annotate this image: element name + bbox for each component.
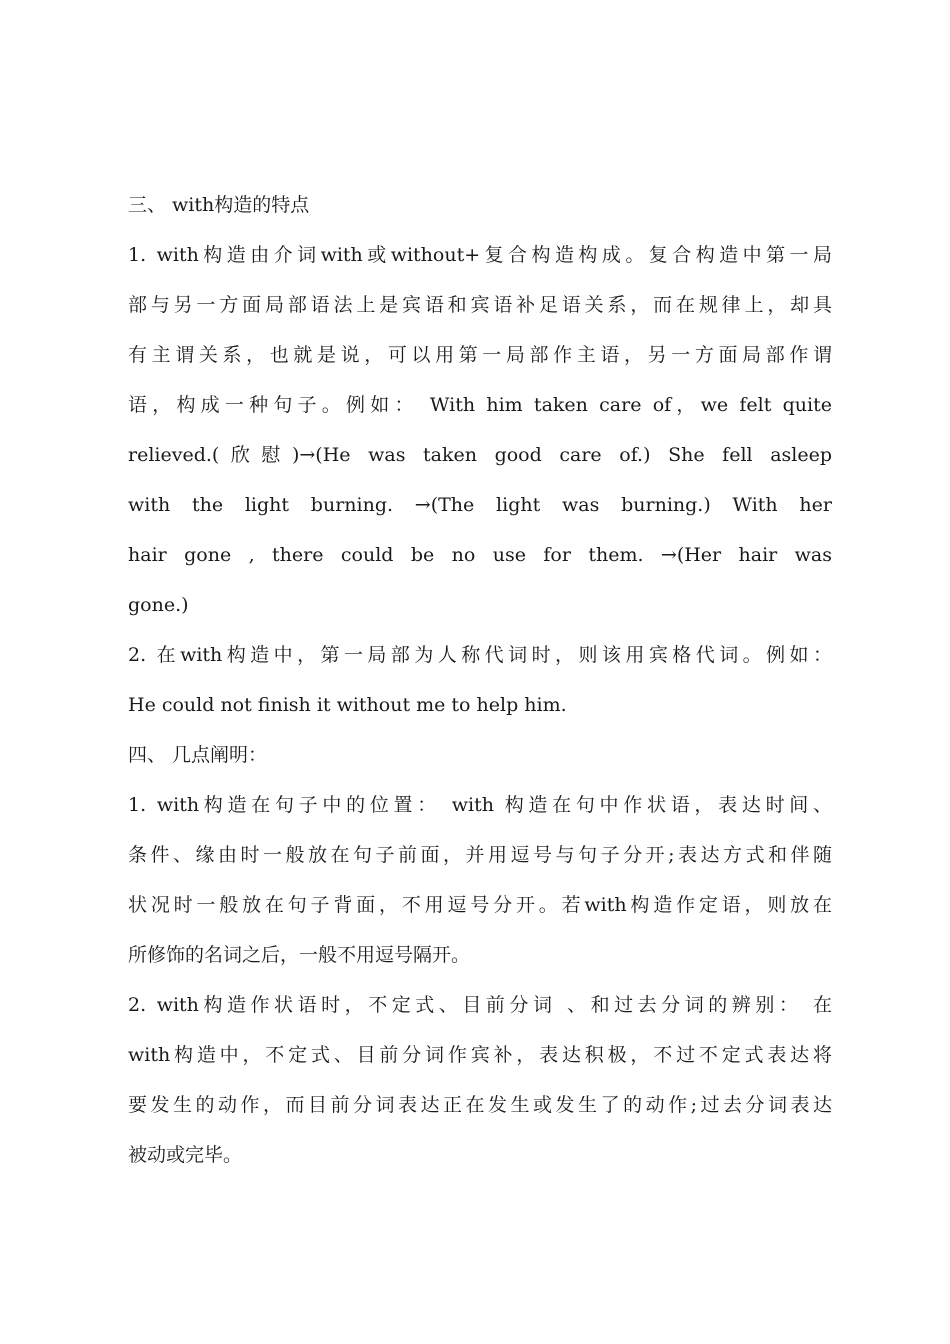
paragraph-3-line-1: 1. with构造在句子中的位置： with 构造在句中作状语，表达时间、 — [128, 794, 832, 816]
paragraph-1-line-8: gone.) — [128, 594, 189, 616]
paragraph-1-line-7: hair gone , there could be no use for them. →(Her hair was — [128, 544, 832, 566]
paragraph-1-line-4: 语，构成一种句子。例如： With him taken care of，we felt quite — [128, 394, 832, 416]
paragraph-1-line-1: 1. with构造由介词with或without+复合构造构成。复合构造中第一局 — [128, 244, 832, 266]
section-heading-3: 三、 with构造的特点 — [128, 194, 310, 216]
paragraph-4-line-2: with构造中，不定式、目前分词作宾补，表达积极，不过不定式表达将 — [128, 1044, 832, 1066]
paragraph-3-line-4: 所修饰的名词之后，一般不用逗号隔开。 — [128, 944, 471, 966]
paragraph-1-line-5: relieved.(欣慰)→(He was taken good care of.) She fell asleep — [128, 444, 832, 466]
paragraph-3-line-2: 条件、缘由时一般放在句子前面，并用逗号与句子分开;表达方式和伴随 — [128, 844, 832, 866]
paragraph-4-line-1: 2. with构造作状语时，不定式、目前分词 、和过去分词的辨别： 在 — [128, 994, 832, 1016]
document-body — [128, 180, 832, 1180]
paragraph-4-line-4: 被动或完毕。 — [128, 1144, 243, 1166]
paragraph-4-line-3: 要发生的动作，而目前分词表达正在发生或发生了的动作;过去分词表达 — [128, 1094, 832, 1116]
paragraph-3-line-3: 状况时一般放在句子背面，不用逗号分开。若with构造作定语，则放在 — [128, 894, 832, 916]
paragraph-1-line-3: 有主谓关系，也就是说，可以用第一局部作主语，另一方面局部作谓 — [128, 344, 832, 366]
paragraph-1-line-6: with the light burning. →(The light was burning.) With her — [128, 494, 832, 516]
paragraph-1-line-2: 部与另一方面局部语法上是宾语和宾语补足语关系，而在规律上，却具 — [128, 294, 832, 316]
paragraph-2-line-1: 2. 在with构造中，第一局部为人称代词时，则该用宾格代词。例如： — [128, 644, 832, 666]
paragraph-2-line-2: He could not finish it without me to help him. — [128, 694, 567, 716]
section-heading-4: 四、 几点阐明： — [128, 744, 268, 766]
